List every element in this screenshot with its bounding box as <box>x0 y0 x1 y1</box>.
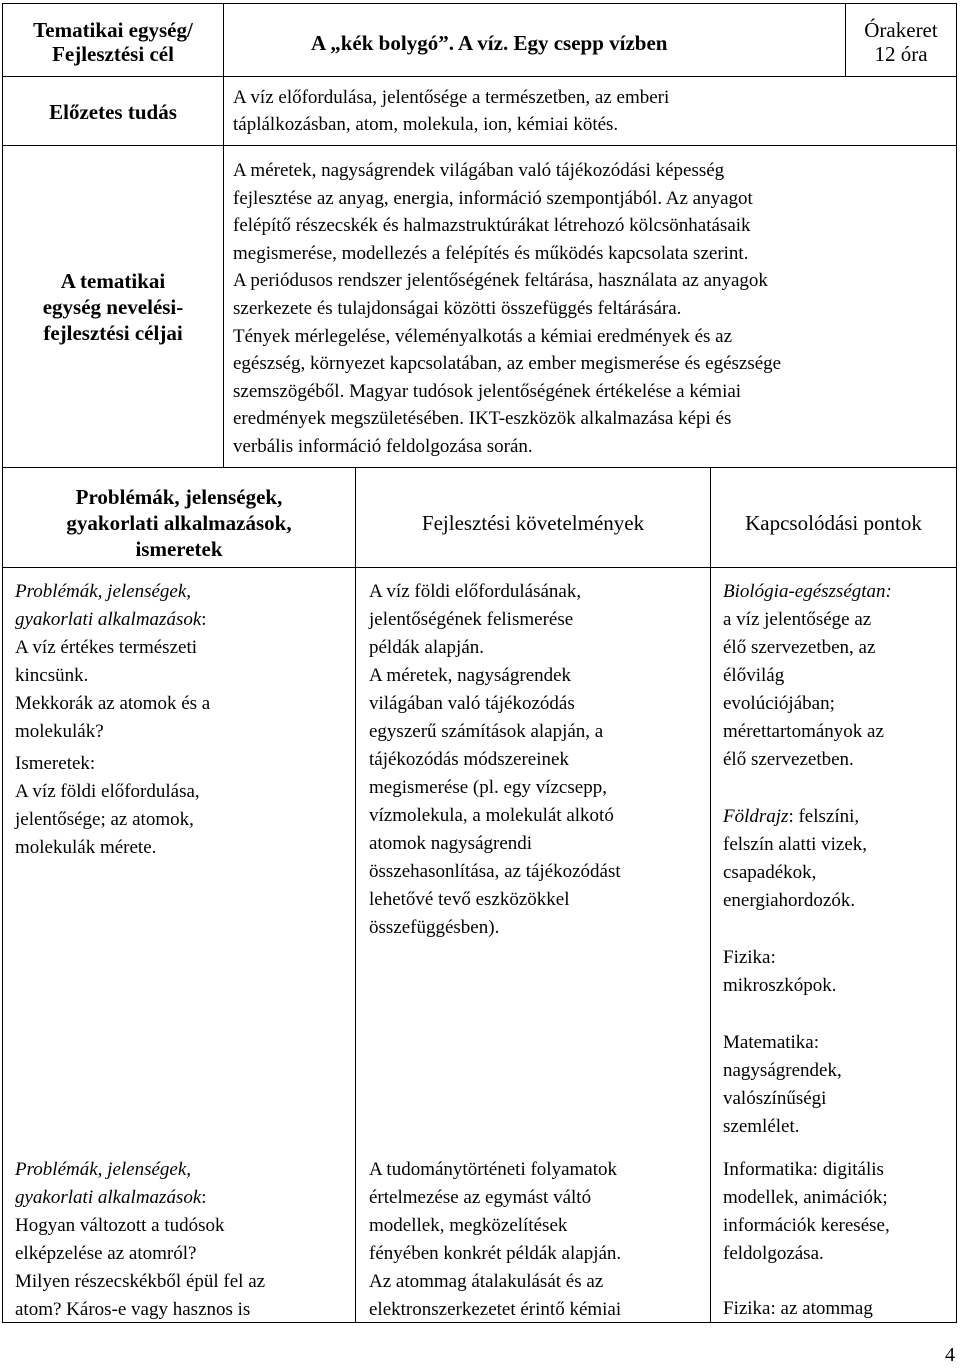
goals-line: szemszögéből. Magyar tudósok jelentőségének értékelése a kémiai <box>233 380 742 402</box>
col3-line: a víz jelentősége az <box>723 609 872 630</box>
col2-line: atomok nagyságrendi <box>369 833 533 854</box>
goals-label-line1: A tematikai <box>60 269 166 293</box>
col2-line: A méretek, nagyságrendek <box>369 665 572 686</box>
prior-knowledge-line1: A víz előfordulása, jelentősége a természetben, az emberi <box>233 87 670 108</box>
col1-block1 <box>15 578 353 862</box>
goals-label-line3: fejlesztési céljai <box>43 321 183 345</box>
col2-line: összefüggésben). <box>369 917 500 938</box>
col3-geography-label: Földrajz <box>723 806 789 827</box>
col3-biology-label: Biológia-egészségtan: <box>723 581 892 602</box>
goals-line: A méretek, nagyságrendek világában való tájékozódási képesség <box>233 160 725 181</box>
table-border-top <box>2 3 956 4</box>
col2-header: Fejlesztési követelmények <box>421 511 645 535</box>
col3-line: valószínűségi <box>723 1088 827 1109</box>
col2-line: A víz földi előfordulásának, <box>369 581 582 602</box>
col3-math <box>723 1029 955 1141</box>
col1-line: Mekkorák az atomok és a <box>15 693 211 714</box>
table-border-left-top <box>2 3 3 468</box>
row1-separator <box>2 76 956 77</box>
hours-box <box>847 18 955 66</box>
col3-line: energiahordozók. <box>723 890 856 911</box>
col1-header <box>4 484 354 562</box>
goals-line: verbális információ feldolgozása során. <box>233 435 533 457</box>
col3-line: nagyságrendek, <box>723 1060 842 1081</box>
colon: : <box>201 1187 207 1208</box>
col2-line: összehasonlítása, az tájékozódást <box>369 861 621 882</box>
goals-line: Tények mérlegelése, véleményalkotás a kémiai eredmények és az <box>233 325 733 347</box>
table-border-left-bottom <box>2 467 3 1323</box>
table-border-right-bottom <box>956 467 957 1323</box>
goals-text <box>233 157 953 461</box>
col3-line: modellek, animációk; <box>723 1187 888 1208</box>
goals-line: egészség, környezet kapcsolatában, az ember megismerése és egészsége <box>233 353 782 375</box>
col1-line: Hogyan változott a tudósok <box>15 1215 225 1236</box>
col3-line: élővilág <box>723 665 785 686</box>
prior-knowledge-line2: táplálkozásban, atom, molekula, ion, kémiai kötés. <box>233 114 619 135</box>
col3-line: csapadékok, <box>723 862 817 883</box>
col1-block1-problem-label2: gyakorlati alkalmazások <box>15 609 202 630</box>
col1-line: A víz földi előfordulása, <box>15 781 200 802</box>
col1-line: molekulák mérete. <box>15 837 157 858</box>
col3-line: élő szervezetben, az <box>723 637 876 658</box>
col3-line: evolúciójában; <box>723 693 835 714</box>
col1-line: kincsünk. <box>15 665 89 686</box>
col3-informatics <box>723 1156 955 1268</box>
goals-line: A periódusos rendszer jelentőségének feltárása, használata az anyagok <box>233 270 768 292</box>
table-border-right-top <box>956 3 957 468</box>
col3-line: mérettartományok az <box>723 721 884 742</box>
page-number: 4 <box>945 1344 955 1366</box>
col1-block2-problem-label2-row <box>15 1184 353 1212</box>
col3-biology <box>723 578 955 774</box>
col1-line: atom? Káros-e vagy hasznos is <box>15 1299 251 1320</box>
col1-header-line2: gyakorlati alkalmazások, <box>66 511 292 535</box>
row2-separator <box>2 145 956 146</box>
col1-knowledge-label: Ismeretek: <box>15 753 96 774</box>
col1-block2 <box>15 1156 353 1324</box>
col2-line: Az atommag átalakulását és az <box>369 1271 604 1292</box>
col3-geography-first: : felszíni, <box>788 806 860 827</box>
col1-header-line1: Problémák, jelenségek, <box>75 485 283 509</box>
goals-line: felépítő részecskék és halmazstruktúrákat létrehozó kölcsönhatásaik <box>233 215 751 237</box>
goals-line: fejlesztése az anyag, energia, információ szempontjából. Az anyagot <box>233 187 753 209</box>
col2-line: világában való tájékozódás <box>369 693 575 714</box>
goals-line: eredmények megszületésében. IKT-eszközök alkalmazása képi és <box>233 408 732 430</box>
col2-line: jelentőségének felismerése <box>369 609 574 630</box>
goals-line: megismerése, modellezés a felépítés és működés kapcsolata szerint. <box>233 242 749 264</box>
col2-line: lehetővé tevő eszközökkel <box>369 889 570 910</box>
col1-block2-problem-label1: Problémák, jelenségek, <box>15 1159 192 1180</box>
colon: : <box>201 609 207 630</box>
goals-line: szerkezete és tulajdonságai közötti összefüggés feltárására. <box>233 297 682 319</box>
unit-label-line2: Fejlesztési cél <box>52 42 174 66</box>
col3-geography <box>723 803 955 915</box>
unit-label-line1: Tematikai egység/ <box>33 18 193 42</box>
col3-geography-first-row <box>723 803 955 831</box>
column-divider-2 <box>710 467 711 1323</box>
unit-title: A „kék bolygó”. A víz. Egy csepp vízben <box>311 31 668 55</box>
col3-line: Informatika: digitális <box>723 1159 884 1180</box>
col1-line: jelentősége; az atomok, <box>15 809 194 830</box>
col3-line: mikroszkópok. <box>723 975 837 996</box>
col2-block1 <box>369 578 707 942</box>
col2-line: megismerése (pl. egy vízcsepp, <box>369 777 607 798</box>
col3-physics-label: Fizika: <box>723 947 776 968</box>
col1-line: elképzelése az atomról? <box>15 1243 197 1264</box>
header-separator <box>2 567 956 568</box>
col1-block1-problem-label1: Problémák, jelenségek, <box>15 581 192 602</box>
hours-label: Órakeret <box>864 18 938 42</box>
col1-block1-problem-label2-row <box>15 606 353 634</box>
col1-line: A víz értékes természeti <box>15 637 198 658</box>
col2-line: értelmezése az egymást váltó <box>369 1187 592 1208</box>
col2-line: modellek, megközelítések <box>369 1215 568 1236</box>
col2-line: egyszerű számítások alapján, a <box>369 721 604 742</box>
col2-line: elektronszerkezetet érintő kémiai <box>369 1299 622 1320</box>
col3-header: Kapcsolódási pontok <box>745 511 922 535</box>
col2-line: vízmolekula, a molekulát alkotó <box>369 805 614 826</box>
col1-header-line3: ismeretek <box>135 537 223 561</box>
col2-block2 <box>369 1156 707 1324</box>
col1-line: molekulák? <box>15 721 104 742</box>
unit-label <box>4 18 222 66</box>
col1-block2-problem-label2: gyakorlati alkalmazások <box>15 1187 202 1208</box>
label-column-divider <box>223 3 224 468</box>
prior-knowledge-label: Előzetes tudás <box>49 100 177 124</box>
col2-line: példák alapján. <box>369 637 485 658</box>
col3-line: feldolgozása. <box>723 1243 824 1264</box>
col3-physics <box>723 944 955 1000</box>
col3-line: információk keresése, <box>723 1215 890 1236</box>
prior-knowledge-text <box>233 84 953 138</box>
col3-line: felszín alatti vizek, <box>723 834 868 855</box>
col1-line: Milyen részecskékből épül fel az <box>15 1271 266 1292</box>
col2-line: A tudománytörténeti folyamatok <box>369 1159 618 1180</box>
goals-label-line2: egység nevelési- <box>42 295 184 319</box>
row3-separator <box>2 467 956 468</box>
col3-line: élő szervezetben. <box>723 749 854 770</box>
column-divider-1 <box>355 467 356 1323</box>
col3-math-label: Matematika: <box>723 1032 820 1053</box>
col3-physics2: Fizika: az atommag <box>723 1298 873 1319</box>
col2-line: fényében konkrét példák alapján. <box>369 1243 622 1264</box>
goals-label <box>4 268 222 346</box>
col3-line: szemlélet. <box>723 1116 800 1137</box>
hours-value: 12 óra <box>874 42 928 66</box>
col2-line: tájékozódás módszereinek <box>369 749 569 770</box>
